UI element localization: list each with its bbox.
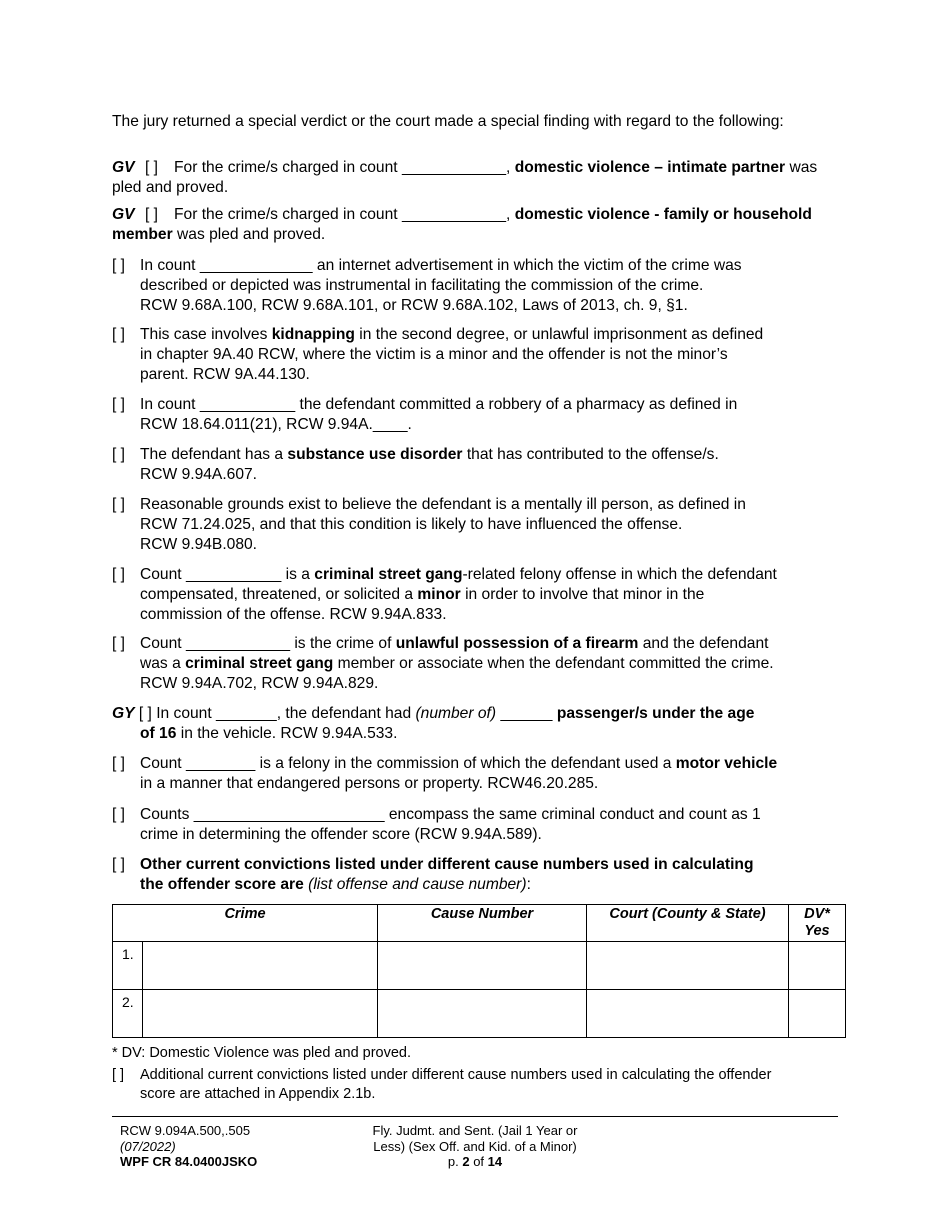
checkbox[interactable]: [ ]	[112, 257, 125, 274]
passenger-checkbox-text[interactable]: [ ] In count _______, the defendant had	[138, 705, 412, 722]
table-row	[113, 942, 846, 990]
finding-dv-family-member: GV [ ] For the crime/s charged in count ____________, domestic violence - family or household member was pled and proved.	[112, 206, 812, 243]
finding-internet-advertisement: [ ] In count _____________ an internet advertisement in which the victim of the crime was described or depicted was instrumental in facilitating the commission of the crime. RCW 9.68A.100, RCW 9.68A.101, or RCW 9.68A.102, Laws of 2013, ch. 9, §1.	[112, 257, 742, 314]
finding-same-criminal-conduct: [ ] Counts ______________________ encompass the same criminal conduct and count as 1 crime in determining the offender score (RCW 9.94A.589).	[112, 806, 761, 843]
checkbox[interactable]: [ ]	[112, 806, 125, 823]
gv-label: GV	[112, 206, 135, 223]
footer-center	[300, 1123, 650, 1170]
cause-number-cell[interactable]	[378, 990, 587, 1038]
finding-dv-intimate-partner: GV [ ] For the crime/s charged in count ____________, domestic violence – intimate partner was pled and proved.	[112, 159, 818, 196]
cause-number-cell[interactable]	[378, 942, 587, 990]
checkbox[interactable]: [ ]	[112, 496, 125, 513]
checkbox[interactable]: [ ]	[112, 566, 125, 583]
finding-mental-illness: [ ] Reasonable grounds exist to believe the defendant is a mentally ill person, as defined in RCW 71.24.025, and that this condition is likely to have influenced the offense. RCW 9.94B.080.	[112, 496, 746, 553]
court-cell[interactable]	[587, 990, 789, 1038]
finding-street-gang-minor: [ ] Count ___________ is a criminal street gang-related felony offense in which the defendant compensated, threatened, or solicited a minor in order to involve that minor in the commission of the offense. RCW 9.94A.833.	[112, 566, 777, 623]
gv-label: GV	[112, 159, 135, 176]
footer-page-number: p. 2 of 14	[447, 1154, 503, 1169]
footer-form-number: WPF CR 84.0400JSKO	[120, 1154, 258, 1169]
court-cell[interactable]	[587, 942, 789, 990]
finding-firearm-gang: [ ] Count ____________ is the crime of unlawful possession of a firearm and the defendant was a criminal street gang member or associate when the defendant committed the crime. RCW 9.94A.702, RCW 9.94A.829.	[112, 635, 774, 692]
row-number: 1.	[113, 942, 143, 990]
finding-pharmacy-robbery: [ ] In count ___________ the defendant committed a robbery of a pharmacy as defined in RCW 18.64.011(21), RCW 9.94A.____.	[112, 396, 738, 433]
additional-convictions: [ ] Additional current convictions listed under different cause numbers used in calculating the offender score are attached in Appendix 2.1b.	[112, 1067, 772, 1102]
finding-substance-use: [ ] The defendant has a substance use disorder that has contributed to the offense/s. RCW 9.94A.607.	[112, 446, 719, 483]
dv-cell[interactable]	[789, 942, 846, 990]
footer-title-line2: Less) (Sex Off. and Kid. of a Minor)	[373, 1138, 577, 1154]
crime-cell[interactable]	[143, 990, 378, 1038]
checkbox[interactable]: [ ]	[112, 856, 125, 873]
footer-date: (07/2022)	[120, 1138, 176, 1154]
intro-text: The jury returned a special verdict or the court made a special finding with regard to the following:	[112, 113, 784, 130]
footer-divider	[112, 1116, 838, 1117]
finding-passengers-under-16: GY [ ] In count _______, the defendant had (number of) ______ passenger/s under the age of 16 in the vehicle. RCW 9.94A.533.	[112, 705, 755, 742]
crime-cell[interactable]	[143, 942, 378, 990]
checkbox[interactable]: [ ]	[145, 206, 158, 223]
checkbox[interactable]: [ ]	[112, 396, 125, 413]
checkbox[interactable]: [ ]	[145, 159, 158, 176]
finding-motor-vehicle: [ ] Count ________ is a felony in the commission of which the defendant used a motor vehicle in a manner that endangered persons or property. RCW46.20.285.	[112, 755, 778, 792]
dv-cell[interactable]	[789, 990, 846, 1038]
row-number: 2.	[113, 990, 143, 1038]
footer-title-line1: Fly. Judmt. and Sent. (Jail 1 Year or	[372, 1123, 578, 1138]
checkbox[interactable]: [ ]	[112, 326, 125, 343]
checkbox[interactable]: [ ]	[112, 1067, 125, 1083]
header-cause-number: Cause Number	[378, 905, 587, 942]
footer-left	[120, 1123, 257, 1170]
checkbox[interactable]: [ ]	[112, 635, 125, 652]
checkbox[interactable]: [ ]	[112, 755, 125, 772]
gy-label: GY	[112, 705, 135, 722]
dv-footnote: * DV: Domestic Violence was pled and proved.	[112, 1045, 412, 1061]
other-convictions-table	[112, 904, 846, 1038]
table-header-row	[113, 905, 846, 942]
finding-other-convictions: [ ] Other current convictions listed under different cause numbers used in calculating the offender score are (list offense and cause number):	[112, 856, 754, 893]
checkbox[interactable]: [ ]	[112, 446, 125, 463]
header-court: Court (County & State)	[587, 905, 789, 942]
header-dv-yes: DV* Yes	[789, 905, 846, 942]
table-row	[113, 990, 846, 1038]
finding-kidnapping: [ ] This case involves kidnapping in the second degree, or unlawful imprisonment as defined in chapter 9A.40 RCW, where the victim is a minor and the offender is not the minor’s parent. RCW 9A.44.130.	[112, 326, 764, 383]
header-crime: Crime	[113, 905, 378, 942]
footer-rcw: RCW 9.094A.500,.505	[120, 1123, 251, 1138]
